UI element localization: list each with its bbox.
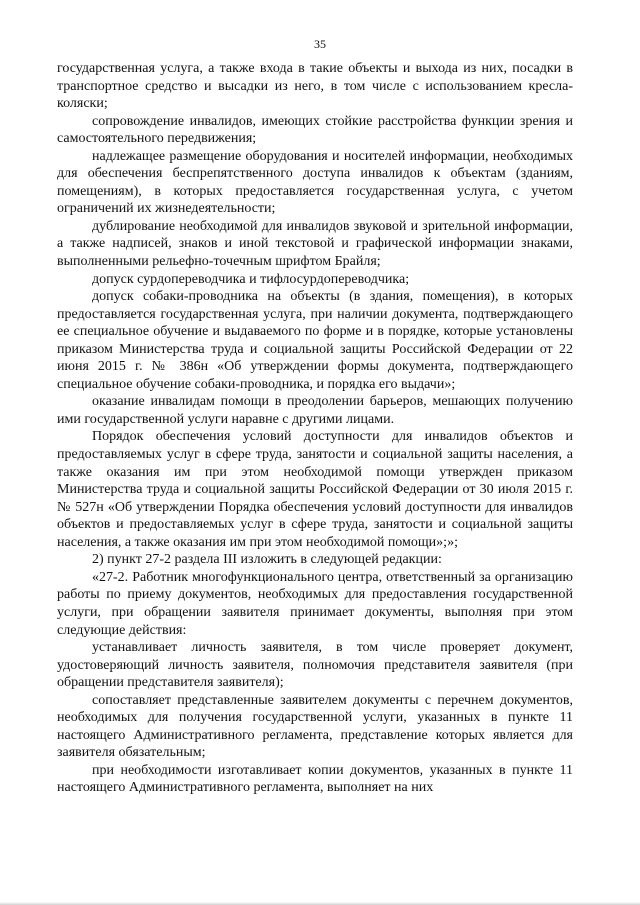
page-number: 35 xyxy=(314,37,326,51)
document-body xyxy=(57,60,573,797)
paragraph: Порядок обеспечения условий доступности для инвалидов объектов и предоставляемых услуг в сфере труда, занятости и социальной защиты населения, а также оказания им при этом необходимой помощи утвержден приказом Министерства труда и социальной защиты Российской Федерации от 30 июля 2015 г. № 527н «Об утверждении Порядка обеспечения условий доступности для инвалидов объектов и предоставляемых услуг в сфере труда, занятости и социальной защиты населения, а также оказания им при этом необходимой помощи»;»; xyxy=(57,429,573,550)
paragraph: надлежащее размещение оборудования и носителей информации, необходимых для обеспечения беспрепятственного доступа инвалидов к объектам (зданиям, помещениям), в которых предоставляется государственная услуга, с учетом ограничений их жизнедеятельности; xyxy=(57,148,573,217)
paragraph-continuation: государственная услуга, а также входа в такие объекты и выхода из них, посадки в транспортное средство и высадки из него, в том числе с использованием кресла-коляски; xyxy=(57,61,573,112)
paragraph: сопровождение инвалидов, имеющих стойкие расстройства функции зрения и самостоятельного передвижения; xyxy=(57,113,573,147)
paragraph-clause-27-2: «27-2. Работник многофункционального центра, ответственный за организацию работы по приему документов, необходимых для предоставления государственной услуги, при обращении заявителя принимает документы, выполняя при этом следующие действия: xyxy=(57,569,573,638)
paragraph-last: при необходимости изготавливает копии документов, указанных в пункте 11 настоящего Административного регламента, выполняет на них xyxy=(57,762,573,796)
paragraph-amendment-item: 2) пункт 27-2 раздела III изложить в следующей редакции: xyxy=(92,552,442,568)
paragraph: устанавливает личность заявителя, в том числе проверяет документ, удостоверяющий личность заявителя, полномочия представителя заявителя (при обращении представителя заявителя); xyxy=(57,640,573,691)
paragraph: допуск собаки-проводника на объекты (в здания, помещения), в которых предоставляется государственная услуга, при наличии документа, подтверждающего ее специальное обучение и выдаваемого по форме и в порядке, которые установлены приказом Министерства труда и социальной защиты Российской Федерации от 22 июня 2015 г. № 386н «Об утверждении формы документа, подтверждающего специальное обучение собаки-проводника, и порядка его выдачи»; xyxy=(57,289,573,392)
paragraph: оказание инвалидам помощи в преодолении барьеров, мешающих получению ими государственной услуги наравне с другими лицами. xyxy=(57,394,573,427)
paragraph: сопоставляет представленные заявителем документы с перечнем документов, необходимых для получения государственной услуги, указанных в пункте 11 настоящего Административного регламента, представление которых является для заявителя обязательным; xyxy=(57,692,573,761)
paragraph: дублирование необходимой для инвалидов звуковой и зрительной информации, а также надписей, знаков и иной текстовой и графической информации знаками, выполненными рельефно-точечным шрифтом Брайля; xyxy=(57,218,573,270)
paragraph: допуск сурдопереводчика и тифлосурдопереводчика; xyxy=(92,271,410,287)
